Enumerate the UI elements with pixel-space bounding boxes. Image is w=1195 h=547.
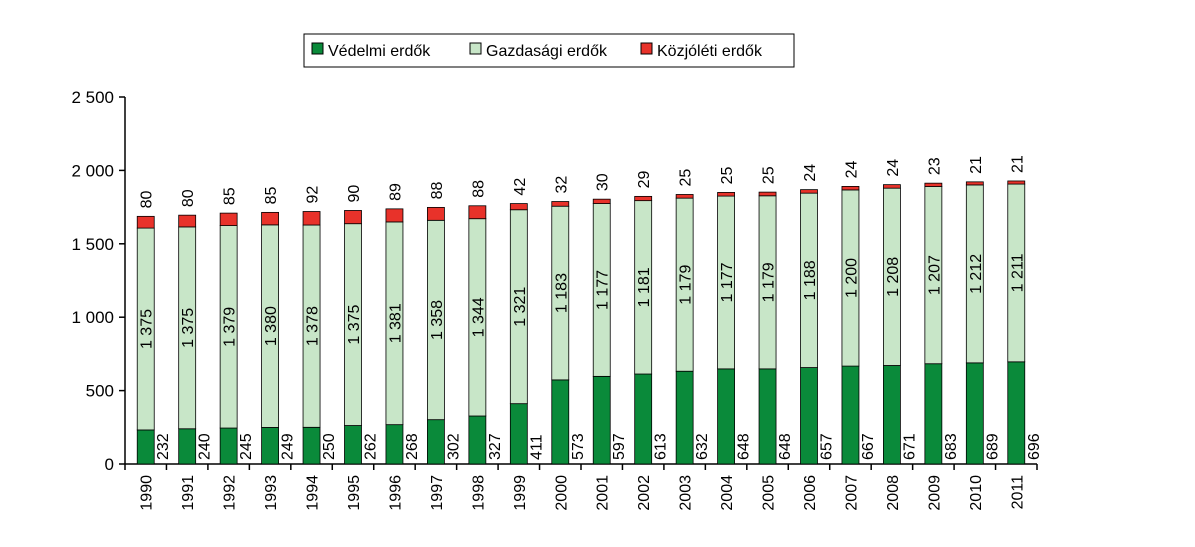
- y-axis: [71, 88, 125, 474]
- bar-segment: [469, 416, 486, 464]
- data-label-kozjoleti: 92: [304, 185, 322, 204]
- bar-segment: [179, 429, 196, 464]
- data-label-vedelmi: 232: [155, 433, 173, 460]
- x-tick-label: 2006: [802, 475, 819, 511]
- x-tick-label: 1996: [387, 475, 405, 511]
- data-label-kozjoleti: 24: [802, 163, 819, 182]
- data-label-kozjoleti: 29: [636, 170, 654, 189]
- y-tick-label: 1 500: [71, 234, 114, 254]
- x-axis: [125, 464, 1037, 511]
- data-label-vedelmi: 250: [321, 433, 339, 460]
- bar-segment: [510, 404, 527, 464]
- legend-label: Védelmi erdők: [328, 43, 431, 60]
- data-label-gazdasagi: 1 380: [263, 306, 281, 347]
- x-tick-label: 2007: [843, 475, 861, 511]
- data-label-gazdasagi: 1 208: [884, 256, 902, 297]
- data-label-vedelmi: 657: [818, 433, 836, 460]
- x-tick-label: 1999: [511, 475, 529, 511]
- bar-segment: [718, 192, 735, 196]
- bar-segment: [925, 364, 942, 464]
- data-label-vedelmi: 648: [777, 433, 795, 460]
- x-tick-label: 1998: [470, 475, 488, 511]
- data-label-vedelmi: 302: [445, 433, 463, 460]
- bar-segment: [966, 182, 983, 185]
- y-tick-label: 2 000: [71, 161, 114, 181]
- data-label-vedelmi: 683: [942, 433, 960, 460]
- legend-label: Gazdasági erdők: [486, 43, 607, 60]
- data-label-vedelmi: 671: [901, 433, 919, 460]
- data-label-vedelmi: 268: [403, 433, 421, 460]
- legend-swatch: [470, 43, 481, 54]
- y-tick-label: 2 500: [71, 88, 114, 107]
- x-tick-label: 1991: [180, 475, 198, 511]
- bar-segment: [427, 207, 444, 220]
- data-label-vedelmi: 262: [362, 433, 380, 460]
- bar-segment: [552, 380, 569, 464]
- bar-segment: [676, 371, 693, 464]
- data-label-kozjoleti: 25: [719, 166, 737, 185]
- bar-segment: [801, 190, 818, 194]
- bar-segment: [759, 192, 776, 196]
- x-tick-label: 1994: [304, 475, 322, 511]
- data-label-gazdasagi: 1 381: [387, 303, 405, 344]
- x-tick-label: 2003: [677, 475, 695, 511]
- data-label-vedelmi: 696: [1025, 433, 1043, 460]
- y-tick-label: 1 000: [71, 308, 114, 328]
- x-tick-label: 1997: [428, 475, 446, 511]
- bar-segment: [842, 366, 859, 464]
- y-tick-label: 0: [104, 455, 114, 474]
- legend-swatch: [641, 43, 652, 54]
- bar-segment: [676, 194, 693, 198]
- bar-segment: [345, 426, 362, 464]
- data-label-gazdasagi: 1 179: [760, 262, 778, 303]
- x-tick-label: 2000: [553, 475, 571, 511]
- bar-segment: [386, 209, 403, 222]
- data-label-vedelmi: 597: [611, 433, 629, 460]
- bar-segment: [262, 212, 279, 224]
- data-label-kozjoleti: 88: [470, 179, 488, 198]
- data-label-vedelmi: 613: [652, 433, 670, 460]
- bar-segment: [386, 425, 403, 464]
- y-tick-label: 500: [85, 381, 114, 401]
- bar-segment: [635, 196, 652, 200]
- bar-segment: [137, 216, 154, 228]
- bar-segment: [552, 202, 569, 207]
- x-tick-label: 2010: [967, 475, 985, 511]
- data-label-gazdasagi: 1 378: [304, 306, 322, 347]
- data-label-gazdasagi: 1 188: [802, 260, 819, 301]
- bar-segment: [303, 212, 320, 226]
- x-tick-label: 2004: [719, 475, 737, 511]
- x-tick-label: 2001: [594, 475, 612, 511]
- data-label-kozjoleti: 80: [138, 190, 156, 209]
- bar-segment: [925, 183, 942, 186]
- bar-segment: [1008, 181, 1025, 184]
- data-label-kozjoleti: 24: [884, 158, 902, 177]
- data-label-kozjoleti: 32: [553, 175, 571, 194]
- bar-segment: [220, 213, 237, 225]
- x-tick-label: 1993: [263, 475, 281, 511]
- bar-segment: [593, 376, 610, 464]
- legend-swatch: [312, 43, 323, 54]
- data-label-kozjoleti: 21: [1009, 155, 1027, 173]
- data-label-gazdasagi: 1 344: [470, 297, 488, 338]
- data-label-vedelmi: 648: [735, 433, 753, 460]
- data-label-gazdasagi: 1 207: [926, 255, 944, 296]
- data-label-gazdasagi: 1 177: [719, 262, 737, 303]
- bar-segment: [427, 420, 444, 464]
- data-label-vedelmi: 573: [569, 433, 587, 460]
- bar-segment: [883, 185, 900, 189]
- data-label-vedelmi: 632: [694, 433, 712, 460]
- data-label-gazdasagi: 1 211: [1009, 253, 1027, 293]
- data-label-kozjoleti: 30: [594, 173, 612, 192]
- legend-label: Közjóléti erdők: [657, 43, 762, 60]
- bar-segment: [966, 363, 983, 464]
- data-label-vedelmi: 411: [528, 434, 546, 460]
- x-tick-label: 1990: [138, 475, 156, 511]
- data-label-gazdasagi: 1 183: [553, 273, 571, 314]
- bar-segment: [842, 186, 859, 190]
- bar-segment: [759, 369, 776, 464]
- x-tick-label: 2011: [1009, 475, 1027, 510]
- bar-segment: [883, 365, 900, 464]
- data-label-gazdasagi: 1 375: [346, 304, 363, 345]
- data-label-kozjoleti: 25: [677, 168, 695, 187]
- data-label-gazdasagi: 1 200: [843, 257, 861, 299]
- bar-segment: [345, 210, 362, 223]
- data-label-kozjoleti: 80: [180, 189, 198, 208]
- data-label-gazdasagi: 1 375: [180, 307, 198, 348]
- bar-segment: [262, 427, 279, 464]
- bar-segment: [801, 368, 818, 464]
- data-label-kozjoleti: 85: [221, 187, 239, 206]
- data-label-vedelmi: 689: [984, 433, 1002, 460]
- data-label-kozjoleti: 85: [263, 186, 281, 205]
- data-label-gazdasagi: 1 181: [636, 267, 654, 308]
- x-tick-label: 2008: [884, 475, 902, 511]
- bar-segment: [1008, 362, 1025, 464]
- legend: [304, 34, 794, 67]
- data-label-vedelmi: 667: [859, 433, 877, 460]
- bar-segment: [593, 199, 610, 203]
- data-label-kozjoleti: 25: [760, 166, 778, 185]
- data-label-vedelmi: 245: [238, 433, 256, 460]
- data-label-gazdasagi: 1 179: [677, 264, 695, 305]
- data-label-gazdasagi: 1 375: [138, 308, 156, 350]
- x-tick-label: 2009: [926, 475, 944, 511]
- x-tick-label: 2005: [760, 475, 778, 511]
- bar-segment: [303, 427, 320, 464]
- data-label-gazdasagi: 1 321: [511, 286, 529, 327]
- data-label-vedelmi: 327: [486, 433, 504, 460]
- bar-segment: [718, 369, 735, 464]
- data-label-gazdasagi: 1 177: [594, 269, 612, 310]
- data-label-kozjoleti: 24: [843, 160, 861, 179]
- data-label-kozjoleti: 89: [387, 183, 405, 201]
- bar-segment: [635, 374, 652, 464]
- bar-segment: [137, 430, 154, 464]
- x-tick-label: 1992: [221, 475, 239, 511]
- data-label-vedelmi: 240: [196, 433, 214, 460]
- x-tick-label: 2002: [636, 475, 654, 511]
- data-label-kozjoleti: 23: [926, 157, 944, 176]
- data-label-kozjoleti: 90: [346, 184, 363, 203]
- bar-segment: [469, 206, 486, 219]
- data-label-gazdasagi: 1 379: [221, 306, 239, 347]
- data-label-vedelmi: 249: [279, 433, 297, 460]
- bar-segment: [220, 428, 237, 464]
- bar-segment: [510, 204, 527, 210]
- data-label-kozjoleti: 42: [511, 177, 529, 196]
- data-label-gazdasagi: 1 358: [428, 299, 446, 341]
- data-label-kozjoleti: 88: [428, 181, 446, 200]
- data-label-gazdasagi: 1 212: [967, 253, 985, 294]
- data-label-kozjoleti: 21: [967, 156, 985, 174]
- x-tick-label: 1995: [346, 475, 363, 511]
- bar-segment: [179, 215, 196, 227]
